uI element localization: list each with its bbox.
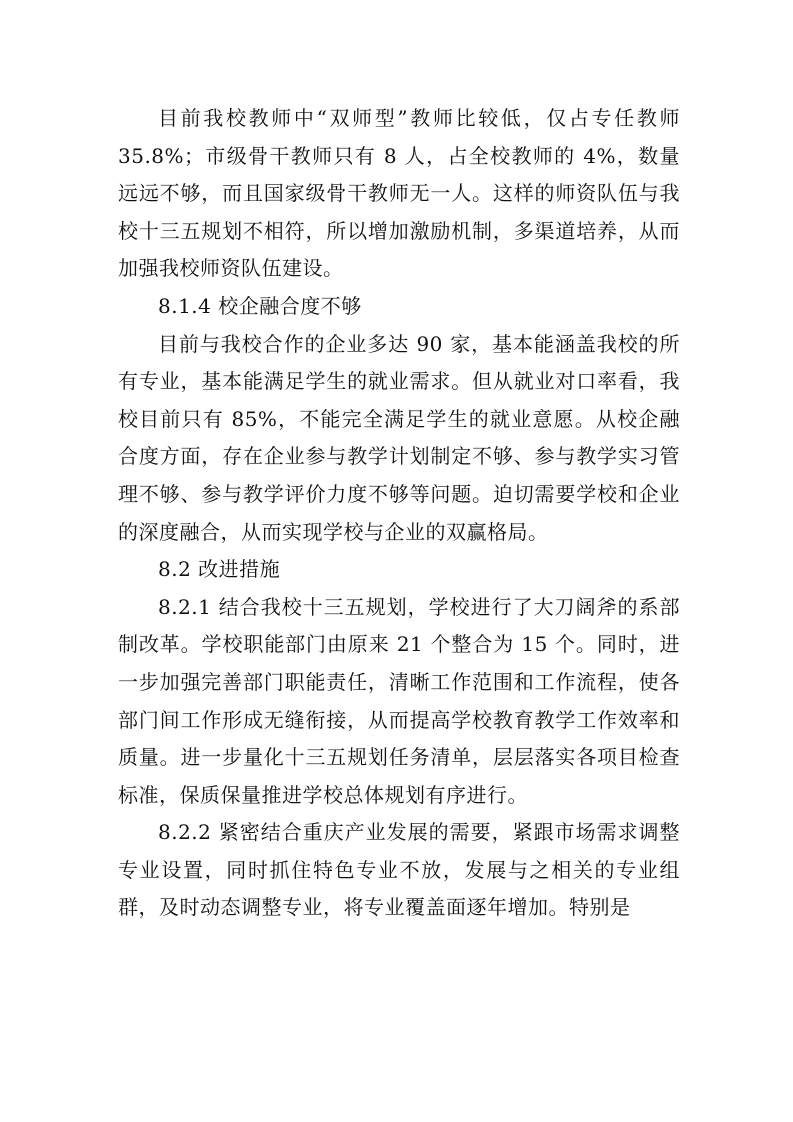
section-heading-8-2: 8.2 改进措施 — [158, 557, 281, 582]
section-heading-8-1-4: 8.1.4 校企融合度不够 — [158, 293, 362, 318]
paragraph-teacher-qualification: 目前我校教师中“双师型”教师比较低，仅占专任教师35.8%；市级骨干教师只有 8 人，占全校教师的 4%，数量远远不够，而且国家级骨干教师无一人。这样的师资队伍与我校十三五规划不相符，所以增加激励机制，多渠道培养，从而加强我校师资队伍建设。 — [118, 106, 680, 281]
document-body — [118, 100, 680, 927]
paragraph-8-2-1: 8.2.1 结合我校十三五规划，学校进行了大刀阔斧的系部制改革。学校职能部门由原来 21 个整合为 15 个。同时，进一步加强完善部门职能责任，清晰工作范围和工作流程，使各部门间工作形成无缝衔接，从而提高学校教育教学工作效率和质量。进一步量化十三五规划任务清单，层层落实各项目检查标准，保质保量推进学校总体规划有序进行。 — [118, 594, 680, 807]
paragraph-8-2-2: 8.2.2 紧密结合重庆产业发展的需要，紧跟市场需求调整专业设置，同时抓住特色专业不放，发展与之相关的专业组群，及时动态调整专业，将专业覆盖面逐年增加。特别是 — [118, 820, 680, 920]
paragraph-school-enterprise: 目前与我校合作的企业多达 90 家，基本能涵盖我校的所有专业，基本能满足学生的就业需求。但从就业对口率看，我校目前只有 85%，不能完全满足学生的就业意愿。从校企融合度方面，存在企业参与教学计划制定不够、参与教学实习管理不够、参与教学评价力度不够等问题。迫切需要学校和企业的深度融合，从而实现学校与企业的双赢格局。 — [118, 331, 680, 544]
